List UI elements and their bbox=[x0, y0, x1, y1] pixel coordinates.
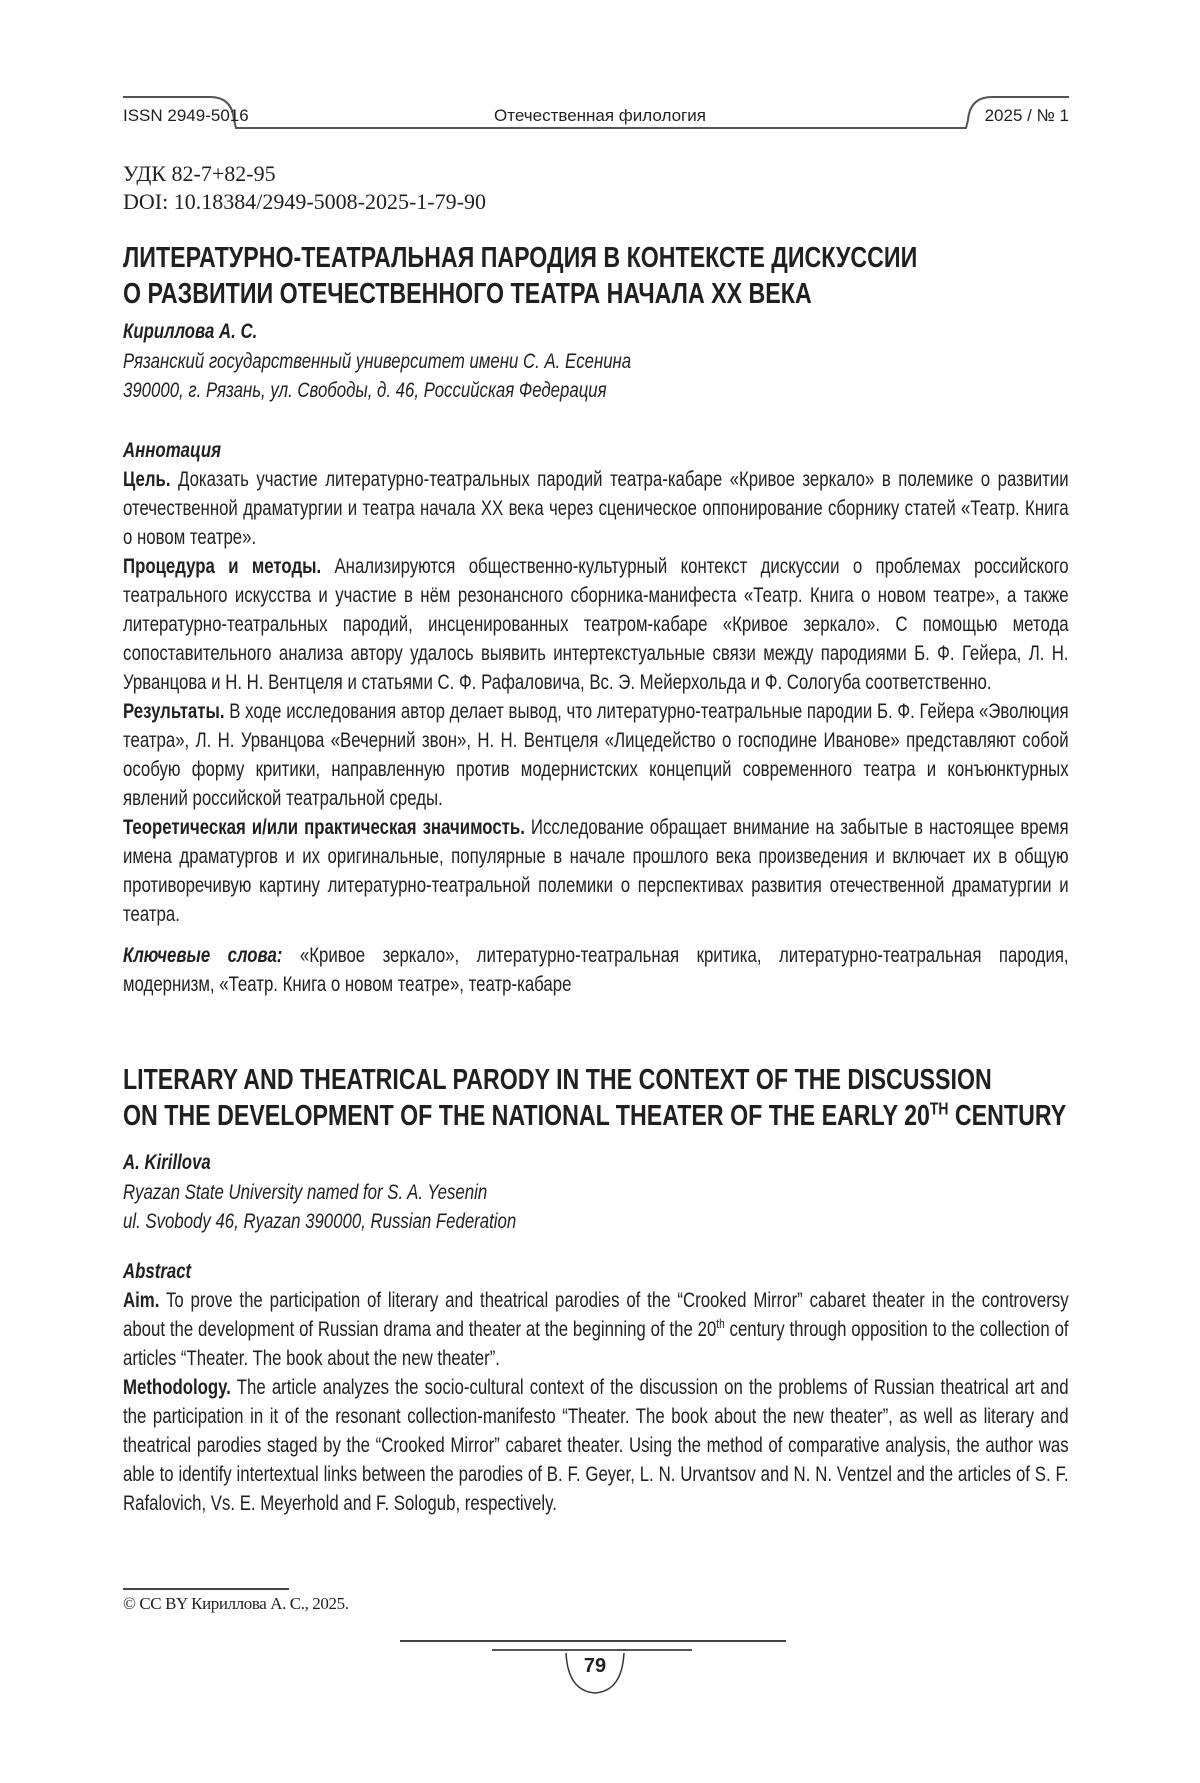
en-aim-text: century through opposition to the collection of articles “Theater. The book about the new theater”. bbox=[123, 1318, 1069, 1370]
en-author: A. Kirillova bbox=[123, 1151, 211, 1174]
en-abstract-heading: Abstract bbox=[123, 1260, 192, 1283]
ru-aim-text: Доказать участие литературно-театральных пародий театра-кабаре «Кривое зеркало» в полемике о развитии отечественной драматургии и театра начала XX века через сценическое оппонирование сборнику статей «Театр. Книга о новом театре». bbox=[123, 468, 1069, 549]
ru-affiliation: Рязанский государственный университет имени С. А. Есенина bbox=[123, 350, 632, 373]
ru-abstract-heading: Аннотация bbox=[123, 439, 221, 462]
en-title-line: LITERARY AND THEATRICAL PARODY IN THE CONTEXT OF THE DISCUSSION bbox=[123, 1064, 992, 1096]
ru-address: 390000, г. Рязань, ул. Свободы, д. 46, Российская Федерация bbox=[123, 379, 607, 402]
ru-methods-text: Анализируются общественно-культурный контекст дискуссии о проблемах российского театрального искусства и участие в нём резонансного сборника-манифеста «Театр. Книга о новом театре», а также литературно-театральных пародий, инсценированных театром-кабаре «Кривое зеркало». С помощью метода сопоставительного анализа автору удалось выявить интертекстуальные связи между пародиями Б. Ф. Гейера, Л. Н. Урванцова и Н. Н. Вентцеля и статьями С. Ф. Рафаловича, Вс. Э. Мейерхольда и Ф. Сологуба соответственно. bbox=[123, 555, 1069, 694]
en-title bbox=[123, 1062, 1069, 1134]
ru-keywords-label: Ключевые слова: bbox=[123, 944, 283, 967]
superscript: TH bbox=[929, 1098, 949, 1119]
ru-significance-text: Исследование обращает внимание на забытые в настоящее время имена драматургов и их оригинальные, популярные в начале прошлого века произведения и включает их в общую противоречивую картину литературно-театральной полемики о перспективах развития отечественной драматургии и театра. bbox=[123, 816, 1069, 926]
en-title-line bbox=[123, 1098, 1069, 1134]
udc-code: УДК 82-7+82-95 bbox=[123, 161, 276, 186]
en-aim-text: To prove the participation of literary and theatrical parodies of the “Crooked Mirror” cabaret theater in the controversy about the development of Russian drama and theater at the beginning of the 20 bbox=[123, 1289, 1069, 1341]
ru-results-label: Результаты. bbox=[123, 700, 225, 723]
ru-author: Кириллова А. С. bbox=[123, 320, 258, 343]
doi: DOI: 10.18384/2949-5008-2025-1-79-90 bbox=[123, 189, 486, 214]
ru-keywords-text: «Кривое зеркало», литературно-театральная критика, литературно-театральная пародия, модернизм, «Театр. Книга о новом театре», театр-кабаре bbox=[123, 944, 1069, 996]
en-affiliation: Ryazan State University named for S. A. Yesenin bbox=[123, 1181, 488, 1204]
footnote-rule bbox=[123, 1588, 289, 1590]
en-title-text: CENTURY bbox=[948, 1100, 1067, 1132]
en-methodology-label: Methodology. bbox=[123, 1376, 231, 1399]
superscript: th bbox=[716, 1317, 725, 1331]
ru-title-line: ЛИТЕРАТУРНО-ТЕАТРАЛЬНАЯ ПАРОДИЯ В КОНТЕКСТЕ ДИСКУССИИ bbox=[123, 242, 918, 274]
journal-title: Отечественная филология bbox=[494, 106, 706, 125]
issue-number: 2025 / № 1 bbox=[984, 106, 1069, 125]
page-number: 79 bbox=[583, 1655, 607, 1677]
ru-abstract bbox=[123, 436, 1069, 999]
ru-results-text: В ходе исследования автор делает вывод, что литературно-театральные пародии Б. Ф. Гейера «Эволюция театра», Л. Н. Урванцова «Вечерний звон», Н. Н. Вентцеля «Лицедейство о господине Иванове» представляют собой особую форму критики, направленную против модернистских концепций современного театра и конъюнктурных явлений российской театральной среды. bbox=[123, 700, 1069, 810]
issn: ISSN 2949-5016 bbox=[123, 106, 249, 125]
en-title-text: ON THE DEVELOPMENT OF THE NATIONAL THEATER OF THE EARLY 20 bbox=[123, 1100, 930, 1132]
footer-rule bbox=[400, 1640, 786, 1642]
ru-aim-label: Цель. bbox=[123, 468, 171, 491]
ru-title-line: О РАЗВИТИИ ОТЕЧЕСТВЕННОГО ТЕАТРА НАЧАЛА ХХ ВЕКА bbox=[123, 278, 812, 310]
ru-significance-label: Теоретическая и/или практическая значимость. bbox=[123, 816, 525, 839]
en-abstract bbox=[123, 1257, 1069, 1518]
ru-methods-label: Процедура и методы. bbox=[123, 555, 322, 578]
copyright-footnote: © CC BY Кириллова А. С., 2025. bbox=[123, 1594, 349, 1613]
en-aim-label: Aim. bbox=[123, 1289, 160, 1312]
en-methodology-text: The article analyzes the socio-cultural context of the discussion on the problems of Russian theatrical art and the participation in it of the resonant collection-manifesto “Theater. The book about the new theater”, as well as literary and theatrical parodies staged by the “Crooked Mirror” cabaret theater. Using the method of comparative analysis, the author was able to identify intertextual links between the parodies of B. F. Geyer, L. N. Urvantsov and N. N. Ventzel and the articles of S. F. Rafalovich, Vs. E. Meyerhold and F. Sologub, respectively. bbox=[123, 1376, 1069, 1515]
ru-title bbox=[123, 240, 1069, 312]
en-address: ul. Svobody 46, Ryazan 390000, Russian Federation bbox=[123, 1210, 517, 1233]
